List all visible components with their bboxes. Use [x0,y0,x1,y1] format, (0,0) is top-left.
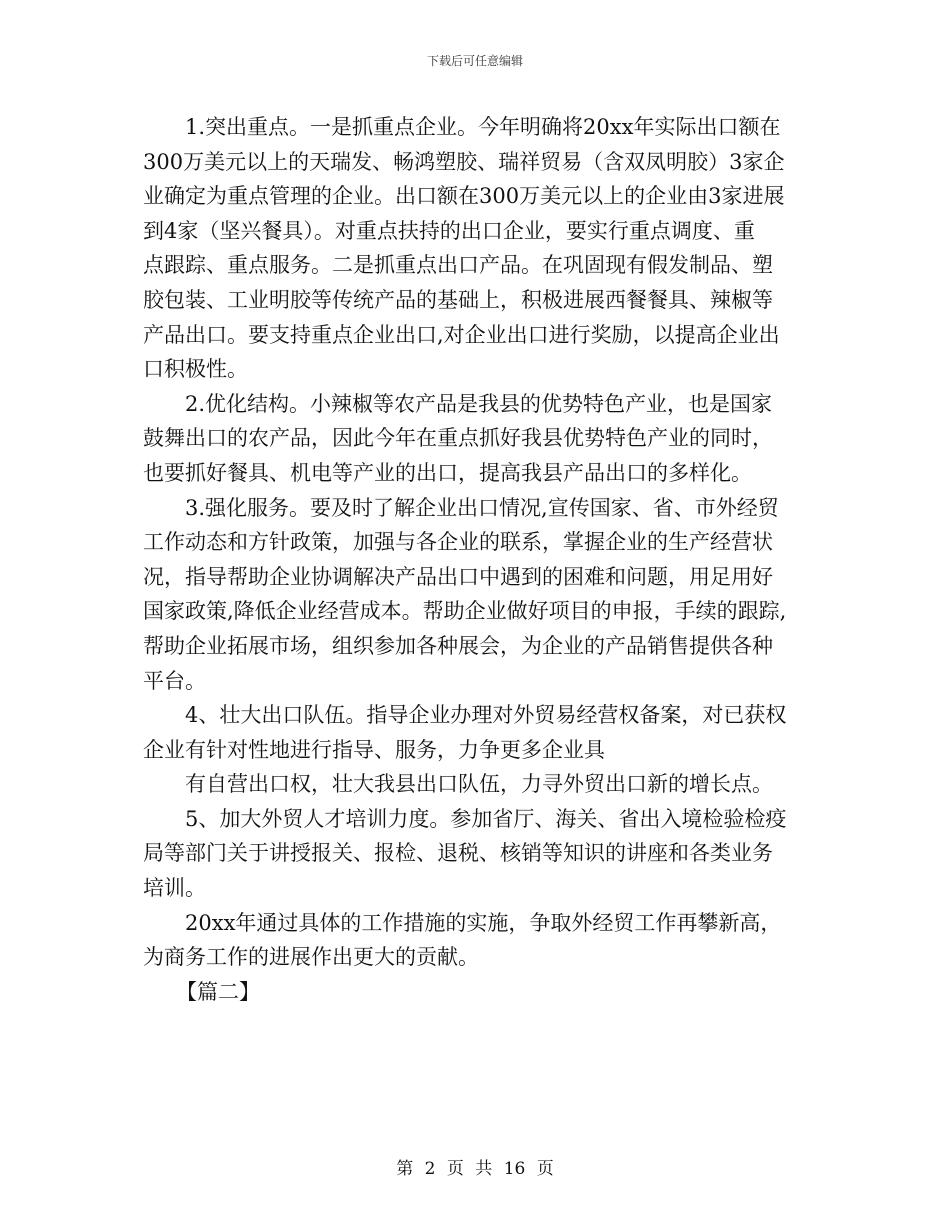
paragraph-line: 300万美元以上的天瑞发、畅鸿塑胶、瑞祥贸易（含双凤明胶）3家企 [143,149,785,174]
paragraph-line: 5、加大外贸人才培训力度。参加省厅、海关、省出入境检验检疫 [185,806,787,831]
paragraph-line: 到4家（坚兴餐具）。对重点扶持的出口企业，要实行重点调度、重 [143,218,755,243]
paragraph-line: 胶包装、工业明胶等传统产品的基础上，积极进展西餐餐具、辣椒等 [143,287,773,312]
paragraph-line: 4、壮大出口队伍。指导企业办理对外贸易经营权备案，对已获权 [185,703,787,728]
paragraph-line: 平台。 [143,668,206,693]
page-number: 第 2 页 共 16 页 [396,1159,554,1179]
paragraph-line: 点跟踪、重点服务。二是抓重点出口产品。在巩固现有假发制品、塑 [143,253,773,278]
section-heading: 【篇二】 [176,979,260,1004]
paragraph-line: 工作动态和方针政策，加强与各企业的联系，掌握企业的生产经营状 [143,530,773,555]
paragraph-line: 局等部门关于讲授报关、报检、退税、核销等知识的讲座和各类业务 [143,841,773,866]
paragraph-line: 产品出口。要支持重点企业出口,对企业出口进行奖励，以提高企业出 [143,322,780,347]
paragraph-line: 况，指导帮助企业协调解决产品出口中遇到的困难和问题，用足用好 [143,564,773,589]
paragraph-line: 也要抓好餐具、机电等产业的出口，提高我县产品出口的多样化。 [143,460,752,485]
paragraph-line: 帮助企业拓展市场，组织参加各种展会，为企业的产品销售提供各种 [143,633,773,658]
paragraph-line: 为商务工作的进展作出更大的贡献。 [143,945,479,970]
page-header: 下载后可任意编辑 [426,54,523,68]
paragraph-line: 业确定为重点管理的企业。出口额在300万美元以上的企业由3家进展 [143,184,785,209]
paragraph-line: 20xx年通过具体的工作措施的实施，争取外经贸工作再攀新高， [185,910,782,935]
paragraph-line: 企业有针对性地进行指导、服务，力争更多企业具 [143,737,605,762]
paragraph-line: 鼓舞出口的农产品，因此今年在重点抓好我县优势特色产业的同时， [143,426,773,451]
paragraph-line: 口积极性。 [143,357,248,382]
paragraph-line: 2.优化结构。小辣椒等农产品是我县的优势特色产业，也是国家 [185,391,773,416]
paragraph-line: 3.强化服务。要及时了解企业出口情况,宣传国家、省、市外经贸 [185,495,779,520]
paragraph-line: 1.突出重点。一是抓重点企业。今年明确将20xx年实际出口额在 [185,115,781,139]
document-body [143,110,818,1009]
paragraph-line: 培训。 [143,876,206,901]
paragraph-line: 国家政策,降低企业经营成本。帮助企业做好项目的申报，手续的跟踪, [143,599,787,624]
paragraph-line: 有自营出口权，壮大我县出口队伍，力寻外贸出口新的增长点。 [185,772,773,797]
